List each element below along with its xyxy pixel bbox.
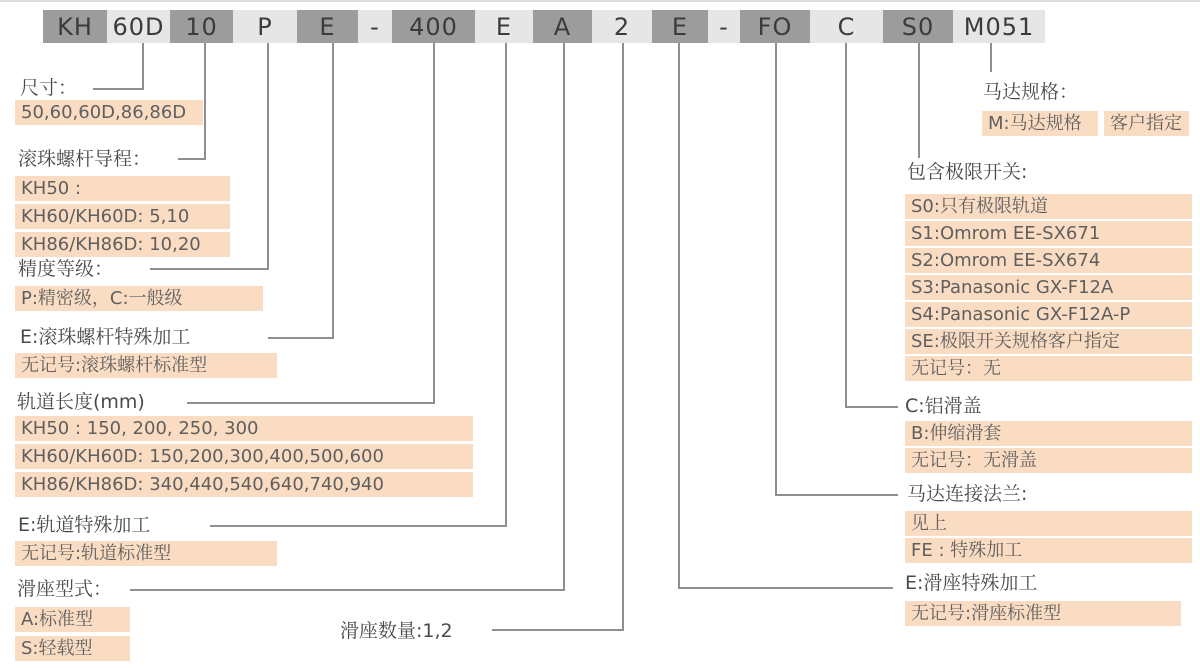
- option-row: S1:Omrom EE-SX671: [905, 221, 1192, 246]
- connector-lead-horizontal: [178, 158, 206, 160]
- segment-separator-2: -: [708, 10, 740, 43]
- top-border-line: [0, 0, 1200, 2]
- option-row: 客户指定: [1104, 111, 1189, 136]
- connector-rail-length-horizontal: [187, 402, 435, 404]
- slider-special-label: E:滑座特殊加工: [905, 572, 1038, 594]
- motor-spec-label: 马达规格：: [983, 81, 1079, 103]
- rail-special-label: E:轨道特殊加工: [18, 514, 151, 536]
- connector-rail-special-horizontal: [210, 525, 507, 527]
- flange-label: 马达连接法兰:: [907, 483, 1028, 505]
- rail-length-label: 轨道长度(mm): [17, 391, 145, 413]
- segment-slider-type: A: [533, 10, 592, 43]
- option-row: 无记号:滚珠螺杆标准型: [15, 353, 277, 378]
- option-row: S3:Panasonic GX-F12A: [905, 275, 1192, 300]
- segment-flange: FO: [740, 10, 810, 43]
- option-row: 无记号:轨道标准型: [15, 541, 277, 566]
- connector-flange-vertical: [775, 43, 777, 496]
- connector-slider-special-horizontal: [678, 587, 893, 589]
- connector-cover-horizontal: [845, 406, 898, 408]
- segment-accuracy: P: [233, 10, 297, 43]
- segment-screw-special: E: [297, 10, 358, 43]
- segment-slider-qty: 2: [592, 10, 652, 43]
- segment-series: KH: [43, 10, 107, 43]
- option-row: KH60/KH60D: 150,200,300,400,500,600: [15, 444, 473, 469]
- option-row: S:轻载型: [15, 636, 130, 661]
- connector-size-vertical: [142, 43, 144, 90]
- option-row: 无记号：无滑盖: [905, 448, 1192, 473]
- connector-slider-type-vertical: [563, 43, 565, 591]
- connector-slider-type-horizontal: [130, 589, 565, 591]
- segment-size: 60D: [107, 10, 170, 43]
- screw-special-label: E:滚珠螺杆特殊加工: [20, 326, 191, 348]
- connector-screw-special-vertical: [332, 43, 334, 339]
- segment-separator-1: -: [358, 10, 392, 43]
- option-row: KH86/KH86D: 10,20: [15, 232, 230, 257]
- option-row: KH50 :: [15, 176, 230, 201]
- segment-lead: 10: [170, 10, 233, 43]
- connector-accuracy-vertical: [267, 43, 269, 270]
- option-row: M:马达规格: [982, 111, 1098, 136]
- option-row: KH50 : 150, 200, 250, 300: [15, 416, 473, 441]
- cover-label: C:铝滑盖: [905, 395, 982, 417]
- limit-switch-label: 包含极限开关:: [907, 161, 1028, 183]
- size-label: 尺寸：: [20, 77, 78, 99]
- lead-label: 滚珠螺杆导程：: [18, 148, 152, 170]
- connector-slider-special-vertical: [678, 43, 680, 589]
- option-row: A:标准型: [15, 607, 130, 632]
- connector-rail-length-vertical: [433, 43, 435, 404]
- connector-limit-switch-vertical: [918, 43, 920, 158]
- connector-flange-horizontal: [775, 494, 898, 496]
- connector-lead-vertical: [204, 43, 206, 160]
- connector-accuracy-horizontal: [150, 268, 269, 270]
- option-row: 无记号:滑座标准型: [905, 601, 1181, 626]
- option-row: B:伸缩滑套: [905, 421, 1192, 446]
- option-row: P:精密级，C:一般级: [15, 286, 263, 311]
- segment-slider-special: E: [652, 10, 708, 43]
- segment-rail-special: E: [475, 10, 533, 43]
- connector-size-horizontal: [93, 88, 144, 90]
- connector-cover-vertical: [845, 43, 847, 408]
- segment-motor-spec: M051: [953, 10, 1045, 43]
- slider-type-label: 滑座型式：: [17, 578, 113, 600]
- slider-qty-label: 滑座数量:1,2: [340, 620, 453, 642]
- connector-screw-special-horizontal: [268, 337, 334, 339]
- option-row: S4:Panasonic GX-F12A-P: [905, 302, 1192, 327]
- segment-rail-length: 400: [392, 10, 475, 43]
- connector-motor-spec-vertical: [990, 43, 992, 72]
- accuracy-label: 精度等级：: [18, 258, 114, 280]
- connector-rail-special-vertical: [505, 43, 507, 527]
- option-row: 见上: [905, 511, 1192, 536]
- option-row: SE:极限开关规格客户指定: [905, 329, 1192, 354]
- segment-limit-switch: S0: [883, 10, 953, 43]
- option-row: S0:只有极限轨道: [905, 194, 1192, 219]
- option-row: FE : 特殊加工: [905, 538, 1192, 563]
- option-row: 无记号：无: [905, 356, 1192, 381]
- option-row: 50,60,60D,86,86D: [15, 100, 203, 125]
- segment-cover: C: [810, 10, 883, 43]
- option-row: KH60/KH60D: 5,10: [15, 204, 230, 229]
- option-row: KH86/KH86D: 340,440,540,640,740,940: [15, 472, 473, 497]
- connector-slider-qty-horizontal: [492, 629, 624, 631]
- connector-slider-qty-vertical: [622, 43, 624, 631]
- option-row: S2:Omrom EE-SX674: [905, 248, 1192, 273]
